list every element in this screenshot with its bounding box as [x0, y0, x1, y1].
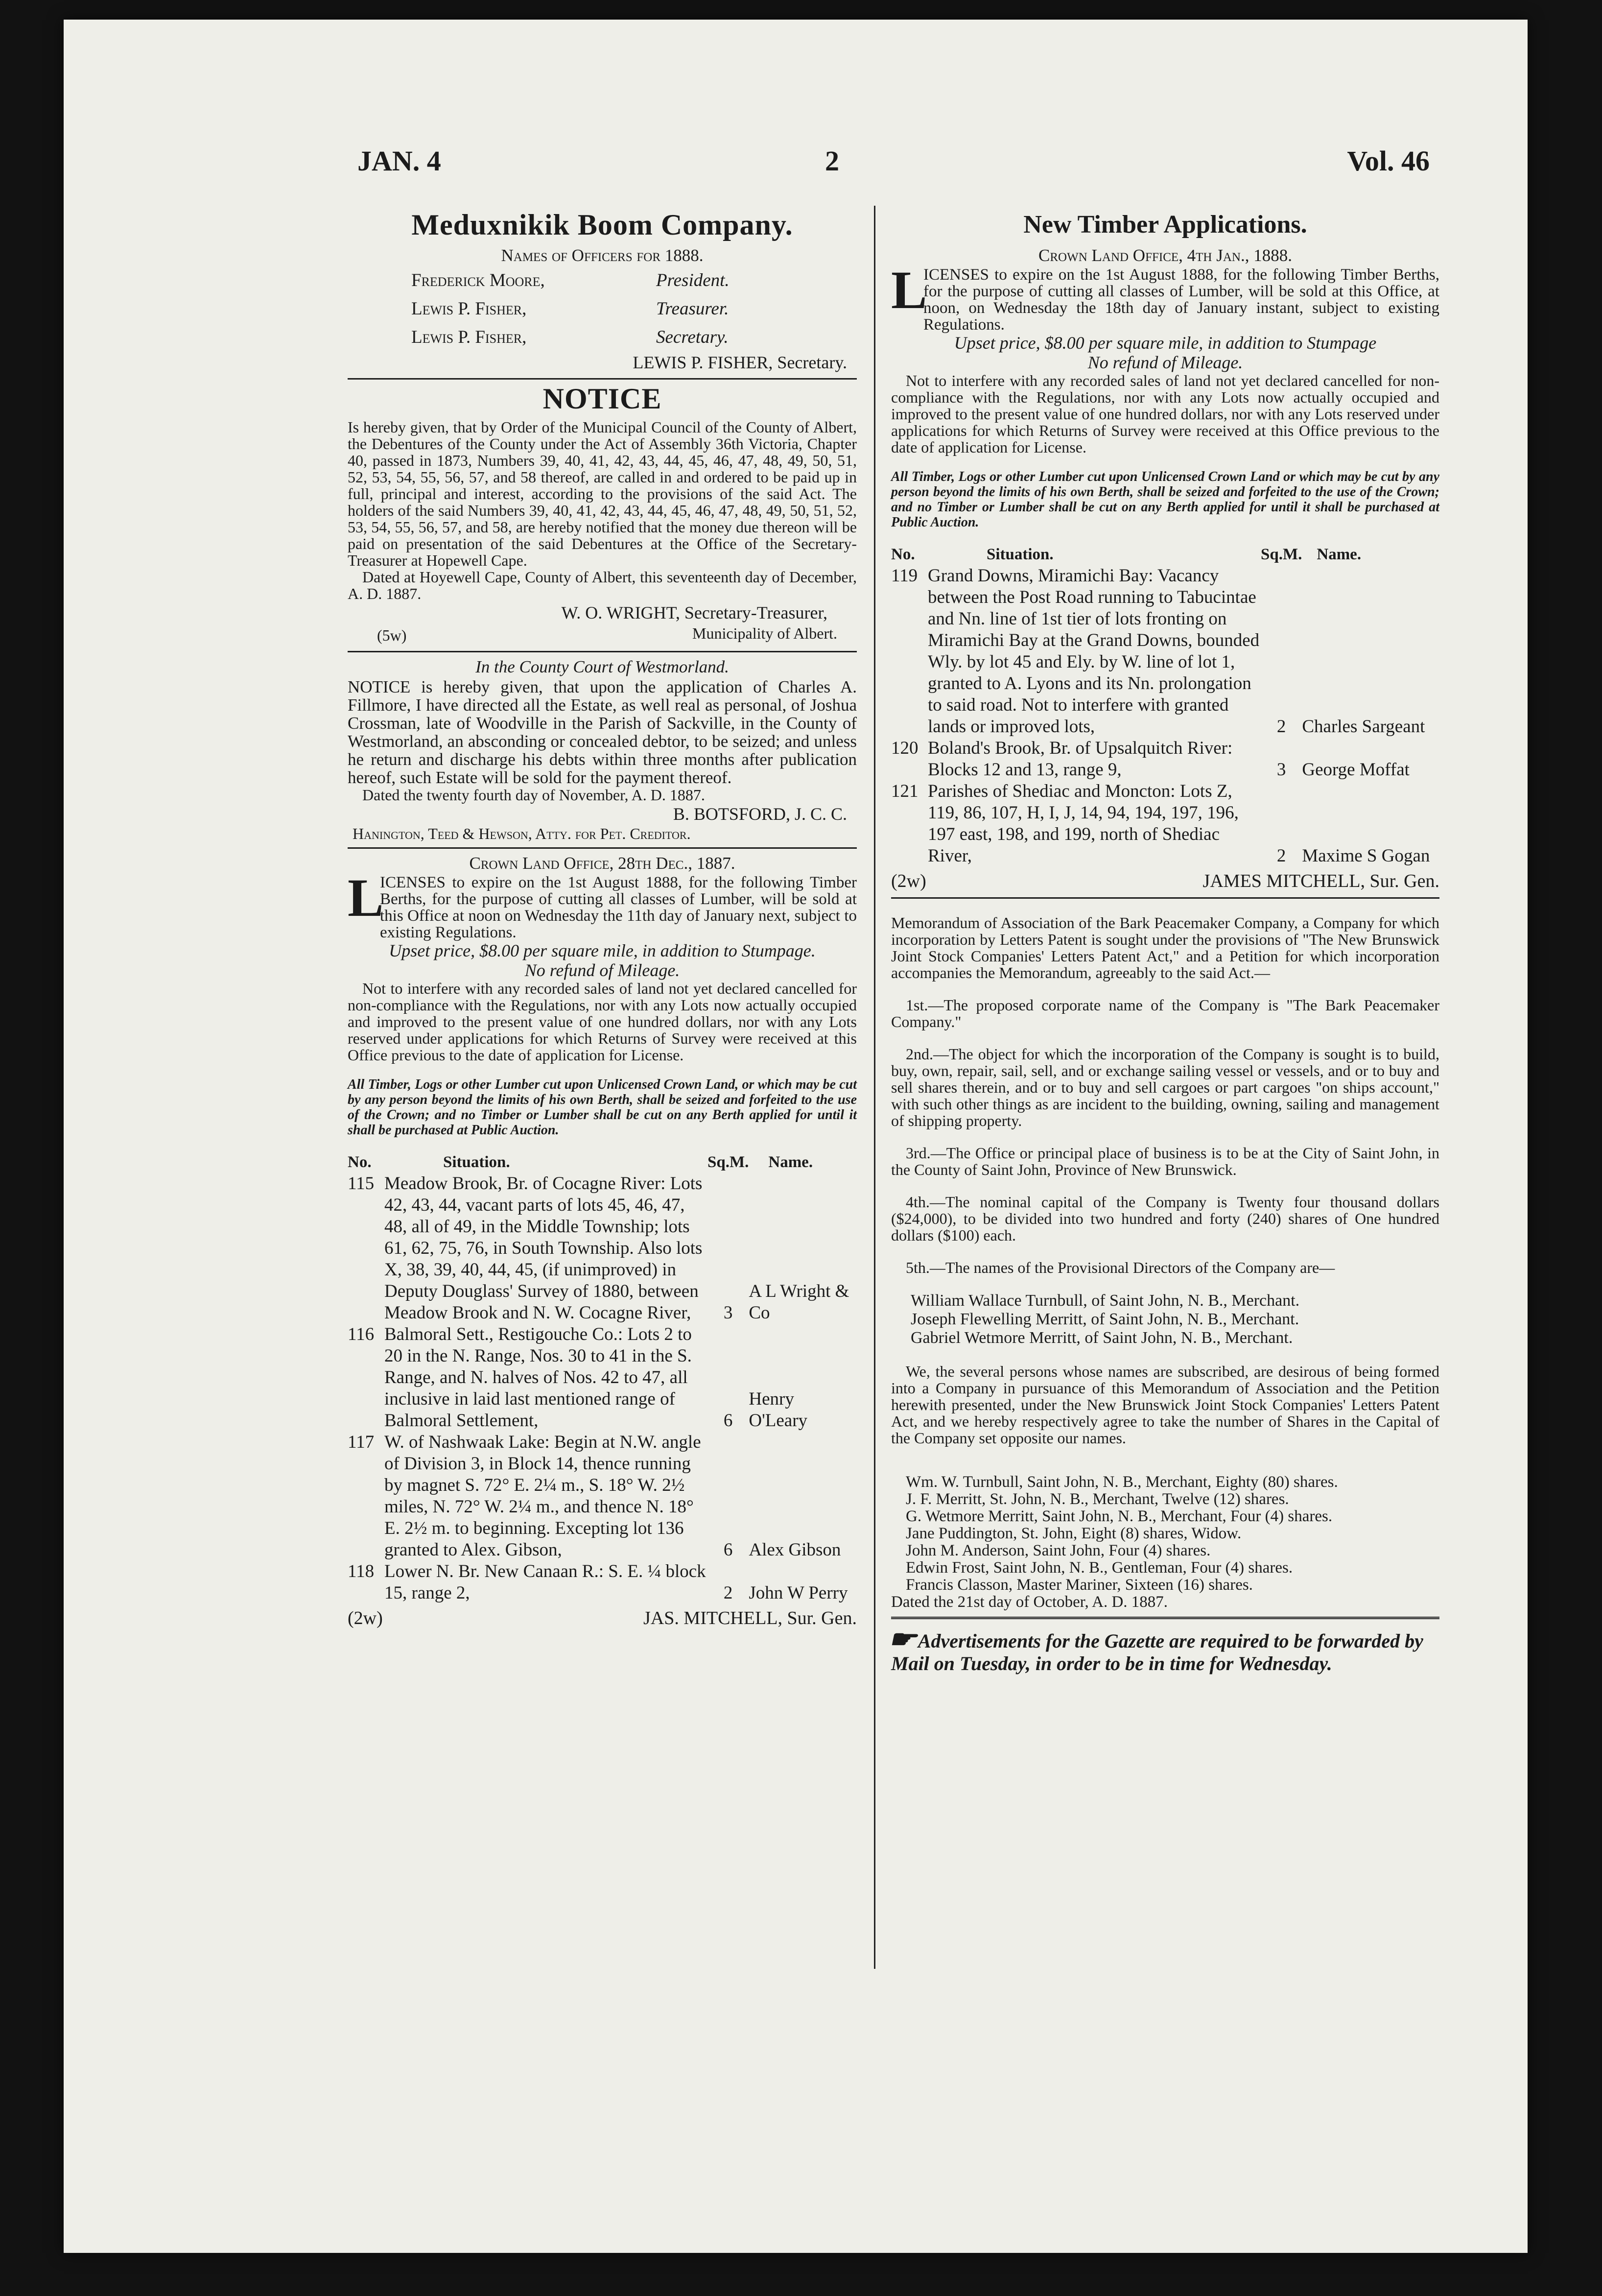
- new-timber-lot-table: [891, 544, 1439, 867]
- notice-dated-text: Dated at Hoyewell Cape, County of Albert, this seventeenth day of December, A. D. 1887.: [348, 568, 857, 602]
- lot-applicant: Henry O'Leary: [749, 1389, 808, 1431]
- col-situation: Situation.: [987, 546, 1054, 563]
- col-name: Name.: [768, 1153, 813, 1171]
- new-timber-heading: Crown Land Office, 4th Jan., 1888.: [1038, 246, 1292, 265]
- insertion-code: (2w): [891, 871, 926, 891]
- new-timber-all-timber: All Timber, Logs or other Lumber cut upon Unlicensed Crown Land or which may be cut by any person beyond the limits of his own Berth, shall be seized and forfeited to the use of the Crown; and no Timber or Lumber shall be cut on any Berth applied for until it shall be purchased at Public Auction.: [891, 469, 1439, 530]
- crown-dec-all-timber: All Timber, Logs or other Lumber cut upon Unlicensed Crown Land, or which may be cut by any person beyond the limits of his own Berth, shall be seized and forfeited to the use of the Crown; and no Timber or Lumber shall be cut on any Berth applied for until it shall be purchased at Public Auction.: [348, 1077, 857, 1138]
- memorandum: [891, 914, 1439, 1611]
- court-body: [348, 678, 857, 787]
- memo-clause: [891, 1259, 1439, 1276]
- memo-dated: Dated the 21st day of October, A. D. 1887.: [891, 1593, 1168, 1611]
- new-timber-body: ICENSES to expire on the 1st August 1888, for the following Timber Berths, for the purpose of cutting all classes of Lumber, will be sold at this Office, at noon, on Wednesday the 18th day of January instant, subject to existing Regulations.: [923, 266, 1439, 334]
- crown-dec-licenses: [348, 868, 857, 941]
- table-row: [348, 1173, 857, 1324]
- divider: [891, 897, 1439, 899]
- officer-row: [348, 323, 857, 352]
- officer-role: Treasurer.: [656, 299, 729, 319]
- col-sq: Sq.M.: [1261, 546, 1302, 563]
- memo-intro: Memorandum of Association of the Bark Peacemaker Company, a Company for which incorporation by Letters Patent is sought under the provisions of "The New Brunswick Joint Stock Companies' Letters Patent Act," and a Petition for which incorporation accompanies the Memorandum, agreeably to the said Act.—: [891, 914, 1439, 981]
- insertion-code: (5w): [377, 626, 407, 644]
- lot-situation: Parishes of Shediac and Moncton: Lots Z, 119, 86, 107, H, I, J, 14, 94, 194, 197, 196, 197 east, 198, and 199, north of Shediac River,: [928, 781, 1239, 866]
- new-timber-title: New Timber Applications.: [1023, 211, 1307, 239]
- table-header-row: [348, 1151, 857, 1173]
- lot-applicant: George Moffat: [1302, 760, 1410, 780]
- officer-role: Secretary.: [656, 327, 729, 347]
- meduxnikik-title: Meduxnikik Boom Company.: [411, 209, 793, 241]
- lot-number: 120: [891, 738, 919, 758]
- crown-dec-signer: JAS. MITCHELL, Sur. Gen.: [643, 1608, 857, 1628]
- lot-sq-miles: 3: [723, 1303, 733, 1323]
- memo-clause-text: 1st.—The proposed corporate name of the Company is "The Bark Peacemaker Company.": [891, 996, 1439, 1030]
- page-header: [294, 144, 1430, 198]
- divider: [348, 651, 857, 652]
- crown-dec-upset: Upset price, $8.00 per square mile, in addition to Stumpage.: [389, 941, 816, 960]
- lot-number: 117: [348, 1432, 375, 1452]
- new-timber-footer: [891, 870, 1439, 892]
- lot-applicant: Maxime S Gogan: [1302, 846, 1430, 866]
- lot-sq-miles: 2: [723, 1583, 733, 1603]
- lot-number: 118: [348, 1561, 375, 1581]
- gazette-page: [64, 20, 1528, 2253]
- crown-dec-body: ICENSES to expire on the 1st August 1888, for the following Timber Berths, for the purpose of cutting all classes of Lumber, will be sold at this Office at noon on Wednesday the 11th day of January next, subject to existing Regulations.: [380, 874, 857, 941]
- court-dated-text: Dated the twenty fourth day of November, A. D. 1887.: [362, 786, 705, 804]
- notice-signer-office: Municipality of Albert.: [692, 624, 837, 642]
- officer-name: Frederick Moore,: [411, 270, 545, 290]
- lot-number: 116: [348, 1324, 375, 1344]
- memo-clause: [891, 1145, 1439, 1178]
- meduxnikik-signature: LEWIS P. FISHER, Secretary.: [633, 353, 847, 372]
- lot-situation: W. of Nashwaak Lake: Begin at N.W. angle of Division 3, in Block 14, thence running by magnet S. 72° E. 2¼ m., S. 18° W. 2½ miles, N. 72° W. 2¼ m., and thence N. 18° E. 2½ m. to beginning. Excepting lot 136 granted to Alex. Gibson,: [384, 1432, 701, 1560]
- director-name: Joseph Flewelling Merritt, of Saint John, N. B., Merchant.: [911, 1310, 1299, 1328]
- table-row: [891, 738, 1439, 781]
- memo-clause-text: 4th.—The nominal capital of the Company is Twenty four thousand dollars ($24,000), to be divided into two hundred and forty (240) shares of One hundred dollars ($100) each.: [891, 1193, 1439, 1244]
- notice-body: [348, 419, 857, 569]
- notice-dated: [348, 569, 857, 602]
- table-row: [348, 1432, 857, 1561]
- new-timber-upset: Upset price, $8.00 per square mile, in addition to Stumpage: [954, 333, 1377, 353]
- lot-number: 115: [348, 1173, 375, 1194]
- divider: [348, 378, 857, 380]
- court-heading: In the County Court of Westmorland.: [475, 657, 729, 676]
- crown-dec-not-interfere: [348, 980, 857, 1063]
- lot-applicant: John W Perry: [749, 1583, 848, 1603]
- divider: [348, 847, 857, 849]
- lot-number: 121: [891, 781, 919, 801]
- new-timber-mileage: No refund of Mileage.: [1087, 353, 1243, 372]
- lot-applicant: Alex Gibson: [749, 1540, 841, 1560]
- memo-clause: [891, 1194, 1439, 1244]
- crown-dec-lot-table: [348, 1151, 857, 1604]
- officers-subtitle: Names of Officers for 1888.: [501, 246, 704, 265]
- col-no: No.: [348, 1153, 372, 1171]
- lot-number: 119: [891, 566, 918, 586]
- col-no: No.: [891, 546, 915, 563]
- memo-clause: [891, 997, 1439, 1030]
- crown-dec-mileage: No refund of Mileage.: [524, 960, 680, 980]
- lot-sq-miles: 2: [1276, 846, 1286, 866]
- advertisement-notice: [888, 1626, 1439, 1675]
- notice-signer: W. O. WRIGHT, Secretary-Treasurer,: [561, 603, 827, 622]
- officer-list: [348, 266, 857, 352]
- page-number: 2: [825, 145, 839, 177]
- new-timber-signer: JAMES MITCHELL, Sur. Gen.: [1202, 871, 1439, 891]
- memo-clause: [891, 1046, 1439, 1129]
- officer-name: Lewis P. Fisher,: [411, 327, 527, 347]
- col-situation: Situation.: [443, 1153, 510, 1171]
- memo-clause-text: 3rd.—The Office or principal place of business is to be at the City of Saint John, in the County of Saint John, Province of New Brunswick.: [891, 1144, 1439, 1178]
- table-row: [891, 565, 1439, 738]
- drop-cap: L: [348, 868, 384, 928]
- shareholder-entry: Edwin Frost, Saint John, N. B., Gentleman, Four (4) shares.: [906, 1559, 1293, 1577]
- lot-situation: Boland's Brook, Br. of Upsalquitch River: Blocks 12 and 13, range 9,: [928, 738, 1233, 780]
- notice-signature-block: [348, 602, 857, 646]
- table-row: [891, 781, 1439, 867]
- pointing-hand-icon: ☛: [888, 1626, 917, 1653]
- memo-subscription: [891, 1363, 1439, 1446]
- table-row: [348, 1324, 857, 1432]
- court-body-text: NOTICE is hereby given, that upon the application of Charles A. Fillmore, I have directed all the Estate, as well real as personal, of Joshua Crossman, late of Woodville in the Parish of Sackville, in the County of Westmorland, an absconding or concealed debtor, to be seized; and unless he return and discharge his debts within three months after publication hereof, such Estate will be sold for the payment thereof.: [348, 677, 857, 787]
- memo-subscription-text: We, the several persons whose names are subscribed, are desirous of being formed into a Company in pursuance of this Memorandum of Association and the Petition herewith presented, under the New Brunswick Joint Stock Companies' Letters Patent Act, and we hereby respectively agree to take the number of Shares in the Capital of the Company set opposite our names.: [891, 1363, 1439, 1447]
- lot-situation: Balmoral Sett., Restigouche Co.: Lots 2 to 20 in the N. Range, Nos. 30 to 41 in the S. Range, and N. halves of Nos. 42 to 47, all inclusive in laid last mentioned range of Balmoral Settlement,: [384, 1324, 692, 1431]
- notice-body-text: Is hereby given, that by Order of the Municipal Council of the County of Albert, the Debentures of the County under the Act of Assembly 36th Victoria, Chapter 40, passed in 1873, Numbers 39, 40, 41, 42, 43, 44, 45, 46, 47, 48, 49, 50, 51, 52, 53, 54, 55, 56, 57, and 58 thereof, are called in and ordered to be paid up in full, principal and interest, according to the provisions of the said Act. The holders of the said Numbers 39, 40, 41, 42, 43, 44, 45, 46, 47, 48, 49, 50, 51, 52, 53, 54, 55, 56, 57, and 58, are hereby notified that the money due thereon will be paid on presentation of the said Debentures at the Office of the Secretary-Treasurer at Hopewell Cape.: [348, 418, 857, 569]
- lot-sq-miles: 6: [723, 1540, 733, 1560]
- shareholder-entry: J. F. Merritt, St. John, N. B., Merchant, Twelve (12) shares.: [906, 1490, 1289, 1508]
- notice-title: NOTICE: [542, 383, 662, 415]
- left-column: [348, 206, 857, 1629]
- column-divider: [874, 206, 875, 1969]
- shareholder-entry: John M. Anderson, Saint John, Four (4) shares.: [906, 1542, 1211, 1559]
- officer-name: Lewis P. Fisher,: [411, 299, 527, 319]
- lot-applicant: A L Wright & Co: [749, 1281, 849, 1323]
- col-name: Name.: [1317, 546, 1362, 563]
- new-timber-not-interfere-text: Not to interfere with any recorded sales of land not yet declared cancelled for non-compliance with the Regulations, nor with any Lots now actually occupied and improved to the present value of one hundred dollars, nor with any Lots reserved under applications for which Returns of Survey were received at this Office previous to the date of application for License.: [891, 372, 1439, 456]
- crown-dec-not-interfere-text: Not to interfere with any recorded sales of land not yet declared cancelled for non-compliance with the Regulations, nor with any Lots now actually occupied and improved to the present value of one hundred dollars, nor with any Lots reserved under applications for which Returns of Survey were received at this Office previous to the date of application for License.: [348, 980, 857, 1064]
- divider: [891, 1617, 1439, 1619]
- lot-sq-miles: 6: [723, 1411, 733, 1431]
- director-name: Gabriel Wetmore Merritt, of Saint John, N. B., Merchant.: [911, 1329, 1293, 1347]
- table-header-row: [891, 544, 1439, 565]
- court-attorneys: Hanington, Teed & Hewson, Atty. for Pet. Creditor.: [353, 825, 691, 842]
- shareholder-entry: Francis Classon, Master Mariner, Sixteen (16) shares.: [906, 1576, 1253, 1594]
- officer-row: [348, 295, 857, 323]
- lot-situation: Lower N. Br. New Canaan R.: S. E. ¼ block 15, range 2,: [384, 1561, 706, 1603]
- court-signer: B. BOTSFORD, J. C. C.: [673, 804, 847, 824]
- shareholder-entry: Jane Puddington, St. John, Eight (8) shares, Widow.: [906, 1525, 1242, 1542]
- memo-clause-text: 2nd.—The object for which the incorporation of the Company is sought is to build, buy, own, repair, sail, sell, and or exchange sailing vessel or vessels, and or to buy and sell shares therein, and or to buy and sell cargoes or part cargoes "on ships account," with such other things as are incident to the building, owning, sailing and management of shipping property.: [891, 1045, 1439, 1129]
- col-sq: Sq.M.: [707, 1153, 749, 1171]
- new-timber-licenses: [891, 260, 1439, 334]
- lot-situation: Meadow Brook, Br. of Cocagne River: Lots 42, 43, 44, vacant parts of lots 45, 46, 47, 48, all of 49, in the Middle Township; lots 61, 62, 75, 76, in South Township. Also lots X, 38, 39, 40, 44, 45, (if unimproved) in Deputy Douglass' Survey of 1880, between Meadow Brook and N. W. Cocagne River,: [384, 1173, 703, 1323]
- table-row: [348, 1561, 857, 1604]
- court-dated: [348, 787, 857, 803]
- drop-cap: L: [891, 260, 927, 320]
- insertion-code: (2w): [348, 1608, 383, 1628]
- shareholder-entry: G. Wetmore Merritt, Saint John, N. B., Merchant, Four (4) shares.: [906, 1507, 1333, 1525]
- lot-sq-miles: 2: [1276, 717, 1286, 737]
- officer-role: President.: [656, 270, 730, 290]
- crown-dec-heading: Crown Land Office, 28th Dec., 1887.: [469, 854, 735, 873]
- advertisement-text: Advertisements for the Gazette are required to be forwarded by Mail on Tuesday, in order to be in time for Wednesday.: [891, 1630, 1423, 1674]
- lot-situation: Grand Downs, Miramichi Bay: Vacancy between the Post Road running to Tabucintae and Nn. line of 1st tier of lots fronting on Miramichi Bay at the Grand Downs, bounded Wly. by lot 45 and Ely. by W. line of lot 1, granted to A. Lyons and its Nn. prolongation to said road. Not to interfere with granted lands or improved lots,: [928, 566, 1260, 737]
- memo-clause-text: 5th.—The names of the Provisional Directors of the Company are—: [906, 1259, 1335, 1276]
- officer-row: [348, 266, 857, 295]
- lot-sq-miles: 3: [1276, 760, 1286, 780]
- shareholder-entry: Wm. W. Turnbull, Saint John, N. B., Merchant, Eighty (80) shares.: [906, 1473, 1338, 1491]
- crown-dec-footer: [348, 1607, 857, 1629]
- issue-date: JAN. 4: [357, 145, 441, 177]
- right-column: [888, 206, 1439, 1675]
- lot-applicant: Charles Sargeant: [1302, 717, 1425, 737]
- volume-number: Vol. 46: [1347, 145, 1430, 177]
- director-name: William Wallace Turnbull, of Saint John, N. B., Merchant.: [911, 1292, 1300, 1310]
- new-timber-not-interfere: [891, 372, 1439, 455]
